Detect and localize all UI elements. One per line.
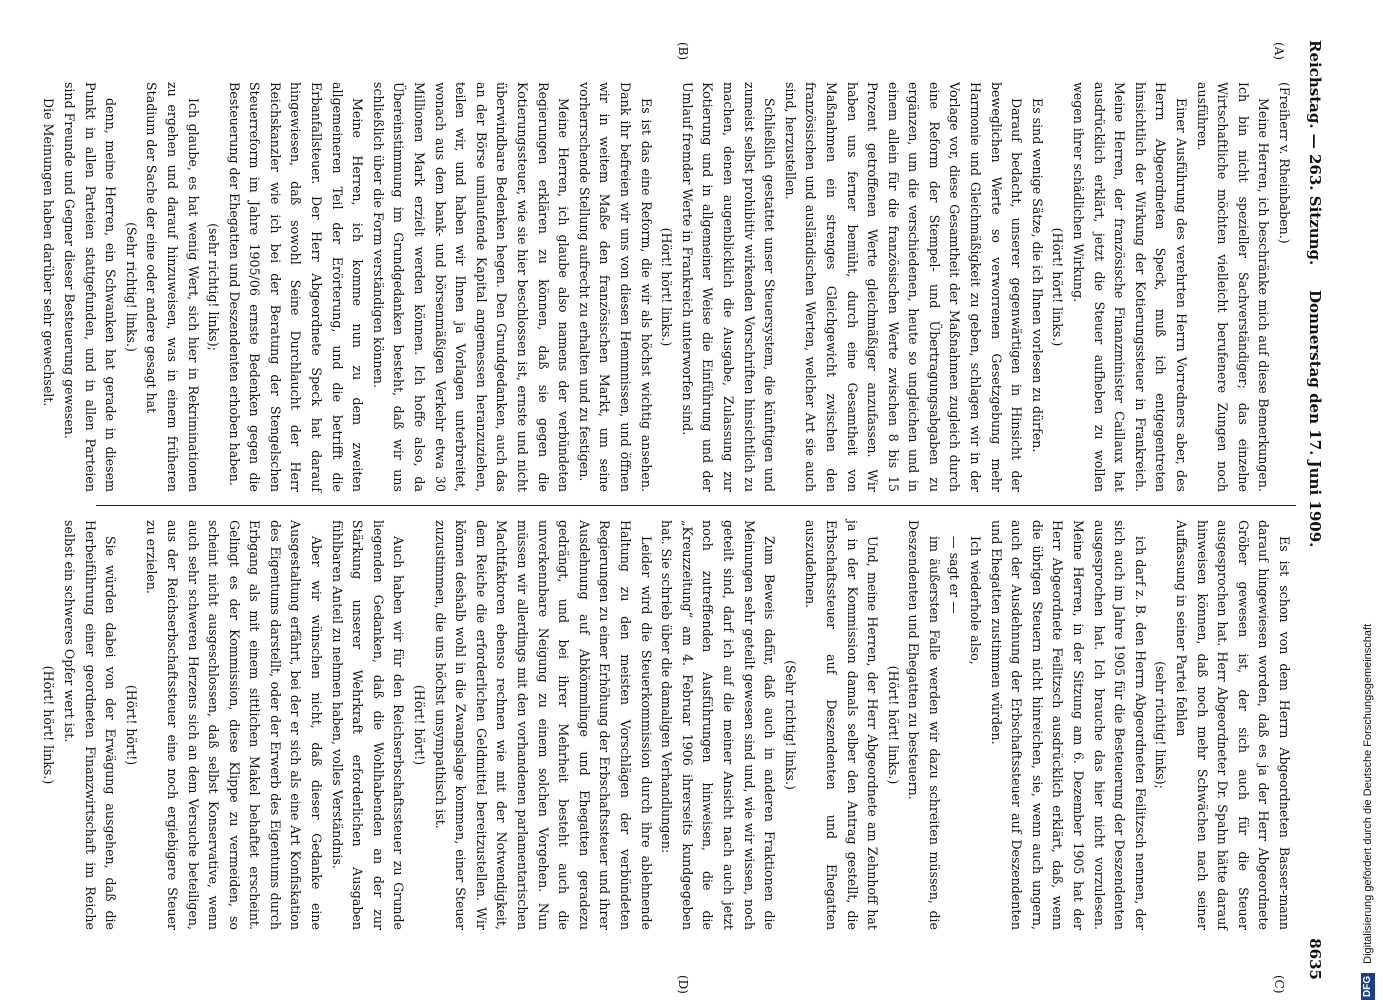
page-header (1302, 40, 1324, 980)
left-paragraph: (Hört! hört! links.) (659, 227, 675, 347)
footer (1340, 0, 1380, 1000)
right-paragraph: Aber wir wünschen nicht, daß dieser Gedanke eine Ausgestaltung erfährt, bei der er sich als eine Art Konfiskation des Eigentums darstellt, oder der Erwerb des Eigentums durch Erbgang als mit einem sittlichen Makel behaftet erscheint. Gelingt es der Kommission, diese Klippe zu vermeiden, so scheint nicht ausgeschlossen, daß selbst Konservative, wenn auch sehr schweren Herzens sich an dem Versuche beteiligen, aus der Reichserbschaftssteuer eine noch ergiebigere Steuer zu erzielen. (144, 520, 325, 930)
left-paragraph: Schließlich gestattet unser Steuersystem, die künftigen und zumeist selbst prohibitiv wirkenden Vorschriften hinsichtlich zu machen, denen augenblicklich die Ausgabe, Zulassung zur Kotierung und in allgemeiner Weise die Einführung und der Umlauf fremder Werte in Frankreich unterworfen sind. (679, 82, 778, 492)
margin-mark-c: (C) (1272, 975, 1286, 994)
column-right-body (38, 520, 1294, 930)
right-paragraph: ich darf z. B. den Herrn Abgeordneten Feilitzsch nennen, der sich auch im Jahre 1905 für die Besteuerung der Deszendenten ausgesprochen hat. Ich brauche das hier nicht vorzulesen. Meine Herren, in der Sitzung am 6. Dezember 1905 hat der Herr Abgeordnete Feilitzsch ausdrücklich erklärt, daß, wenn die übrigen Steuern nicht hinreichen, sie, wenn auch ungern, auch der Ausdehnung der Erbschaftssteuer auf Deszendenten und Ehegatten zustimmen würden. (988, 520, 1148, 930)
left-paragraph: Es ist das eine Reform, die wir als höchst wichtig ansehen. Dank ihr befreien wir uns von diesen Hemmnissen, und öffnen wir in weitem Maße den französischen Markt, um seine vorherrschende Stellung aufrecht zu erhalten und zu festigen. (576, 82, 654, 492)
speaker-label: (Freiherr v. Rheinbaben.) (1277, 82, 1292, 244)
left-paragraph: Meine Herren, ich beschränke mich auf diese Bemerkungen. Ich bin nicht spezieller Sachverständiger; das einzelne Wirtschaftliche möchten vielleicht berufenere Zungen noch ausführen. (1194, 82, 1272, 492)
right-paragraph: (Hört! hört! links.) (41, 665, 57, 785)
column-divider (96, 505, 1296, 506)
right-paragraph: Ich wiederhole also, (968, 536, 984, 665)
right-paragraph: Es ist schon von dem Herrn Abgeordneten Basser-mann darauf hingewiesen worden, daß es ja der Herr Abgeordnete Gröber gewesen ist, der sich auch für die Steuer ausgesprochen hat. Herr Abgeordneter Dr. Spahn hätte darauf hinweisen können, daß noch mehr Schwächen nach seiner Auffassung in seiner Partei fehlen (1174, 520, 1292, 930)
right-paragraph: (sehr richtig! links); (1153, 661, 1169, 789)
left-paragraph: denn, meine Herren, ein Schwanken hat gerade in diesem Punkt in allen Parteien stattgefunden, und in allen Parteien sind Freunde und Gegner dieser Besteuerung gewesen. (61, 82, 119, 492)
column-left-body (38, 82, 1274, 492)
left-paragraph: Darauf bedacht, unserer gegenwärtigen in Hinsicht der beweglichen Werte so verworrenen Gesetzgebung mehr Harmonie und Gleichmäßigkeit zu geben, schlagen wir in der Vorlage vor, diese Gesamtheit der Maßnahmen zugleich durch eine Reform der Stempel- und Übertragungsabgaben zu ergänzen, um die verschiedenen, heute so ungleichen und in einem allein für die französischen Werte zwischen 8 bis 15 Prozent getroffenen Werte gleichmäßiger anzufassen. Wir haben uns ferner bemüht, durch eine Gesamtheit von Maßnahmen ein strenges Gleichgewicht zwischen den französischen und ausländischen Werten, welcher Art sie auch sind, herzustellen. (782, 82, 1025, 492)
left-paragraph: Meine Herren, ich glaube also namens der verbündeten Regierungen erklären zu können, daß sie gegen die Kotierungssteuer, wie sie hier beschlossen ist, ernste und nicht überwindbare Bedenken hegen. Den Grundgedanken, auch das an der Börse umlaufende Kapital angemessen heranzuziehen, teilen wir, und haben wir Ihnen ja Vorlagen unterbreitet, wonach aus dem bank- und börsenmäßigen Verkehr etwa 30 Millionen Mark erzielt werden können. Ich hoffe also, da Übereinstimmung im Grundgedanken besteht, daß wir uns schließlich über die Form verständigen können. (370, 82, 572, 492)
left-paragraph: (Hört! hört! links.) (1050, 227, 1066, 347)
right-paragraph: Auch haben wir für den Reichserbschaftssteuer zu Grunde liegenden Gedanken, daß die Wohlhabenden an der zur Stärkung unserer Wehrkraft erforderlichen Ausgaben fühlbaren Anteil zu nehmen haben, volles Verständnis. (329, 520, 407, 930)
left-paragraph: Es sind wenige Sätze, die ich Ihnen vorlesen zu dürfen. (1029, 98, 1045, 453)
margin-mark-d: (D) (676, 975, 690, 994)
left-paragraph: (sehr richtig! links); (206, 223, 222, 351)
header-left: Reichstag. — 263. Sitzung. (1306, 40, 1324, 266)
right-paragraph: Leider wird die Steuerkommission durch ihre ablehnende Haltung zu den meisten Vorschlägen der verbündeten Regierungen zu einer Erhöhung der Erbschaftssteuer und ihrer Ausdehnung auf Abkömmlinge und Ehegatten geradezu gedrängt, und bei ihrer Mehrheit besteht auch die unverkennbare Neigung zu einem solchen Vorgehen. Nun müssen wir allerdings mit den vorhandenen parlamentarischen Machtfaktoren ebenso rechnen wie mit der Notwendigkeit, dem Reiche die erforderlichen Geldmittel bereitzustellen. Wir können deshalb wohl in die Zwangslage kommen, einer Steuer zuzustimmen, die uns höchst unsympathisch ist. (432, 520, 654, 930)
right-paragraph: im äußersten Falle werden wir dazu schreiten müssen, die Deszendenten und Ehegatten zu besteuern. (906, 520, 942, 930)
left-paragraph: Meine Herren, ich komme nun zu dem zweiten allgemeineren Teil der Erörterung, und die betrifft die Erbanfallsteuer. Der Herr Abgeordnete Speck hat darauf hingewiesen, daß sowohl Seine Durchlaucht der Herr Reichskanzler wie ich bei der Beratung der Stengelschen Steuerreform im Jahre 1905/06 ernste Bedenken gegen die Besteuerung der Ehegatten und Deszendenten erhoben haben. (226, 82, 366, 492)
right-paragraph: (Hört! hört!) (412, 684, 428, 766)
left-paragraph: Die Meinungen haben darüber sehr gewechselt. (41, 98, 57, 407)
margin-mark-b: (B) (676, 42, 690, 61)
right-paragraph: Zum Beweis dafür, daß auch in anderen Fraktionen die Meinungen sehr geteilt gewesen sind und, wie wir wissen, noch geteilt sind, darf ich auf die meiner Ansicht nach auch jetzt noch zutreffenden Ausführungen hinweisen, die die „Kreuzzeitung“ am 4. Februar 1906 ihrerseits kundgegeben hat. Sie schrieb über die damaligen Verhandlungen: (659, 520, 778, 930)
footer-text: Digitalisierung gefördert durch die Deutsche Forschungsgemeinschaft (1362, 623, 1374, 964)
left-paragraph: (Sehr richtig! links.) (123, 222, 139, 352)
text-column-left (38, 82, 1294, 492)
right-paragraph: (Hört! hört!) (123, 684, 139, 766)
right-paragraph: (Hört! hört! links.) (885, 665, 901, 785)
right-paragraph: Und, meine Herren, der Herr Abgeordnete am Zehnhoff hat ja in der Kommission damals selber den Antrag gestellt, die Erbschaftssteuer auf Deszendenten und Ehegatten auszudehnen. (803, 520, 881, 930)
left-paragraph: Einer Ausführung des verehrten Herrn Vorredners aber, des Herrn Abgeordneten Speck, muß ich entgegentreten hinsichtlich der Wirkung der Kotierungssteuer in Frankreich. Meine Herren, der französische Finanzminister Caillaux hat ausdrücklich erklärt, jetzt die Steuer aufheben zu wollen wegen ihrer schädlichen Wirkung. (1071, 82, 1190, 492)
margin-mark-a: (A) (1272, 42, 1286, 61)
header-center: Donnerstag den 17. Juni 1909. (1306, 290, 1324, 548)
rotated-page (41, 0, 1330, 1000)
left-paragraph: Ich glaube, es hat wenig Wert, sich hier in Rekriminationen zu ergehen und darauf hinzuweisen, was in einem früheren Stadium der Sache der eine oder andere gesagt hat (144, 82, 201, 492)
footer-strip (1348, 0, 1383, 1000)
text-column-right (38, 520, 1294, 930)
right-paragraph: (Sehr richtig! links.) (782, 660, 798, 790)
right-paragraph: — sagt er — (947, 536, 963, 614)
right-paragraph: Sie würden dabei von der Erwägung ausgehen, daß die Herbeiführung einer geordneten Finanzwirtschaft im Reiche selbst ein schweres Opfer wert ist. (61, 520, 119, 930)
page-number: 8635 (1306, 938, 1324, 980)
dfg-logo: DFG (1361, 973, 1375, 1000)
